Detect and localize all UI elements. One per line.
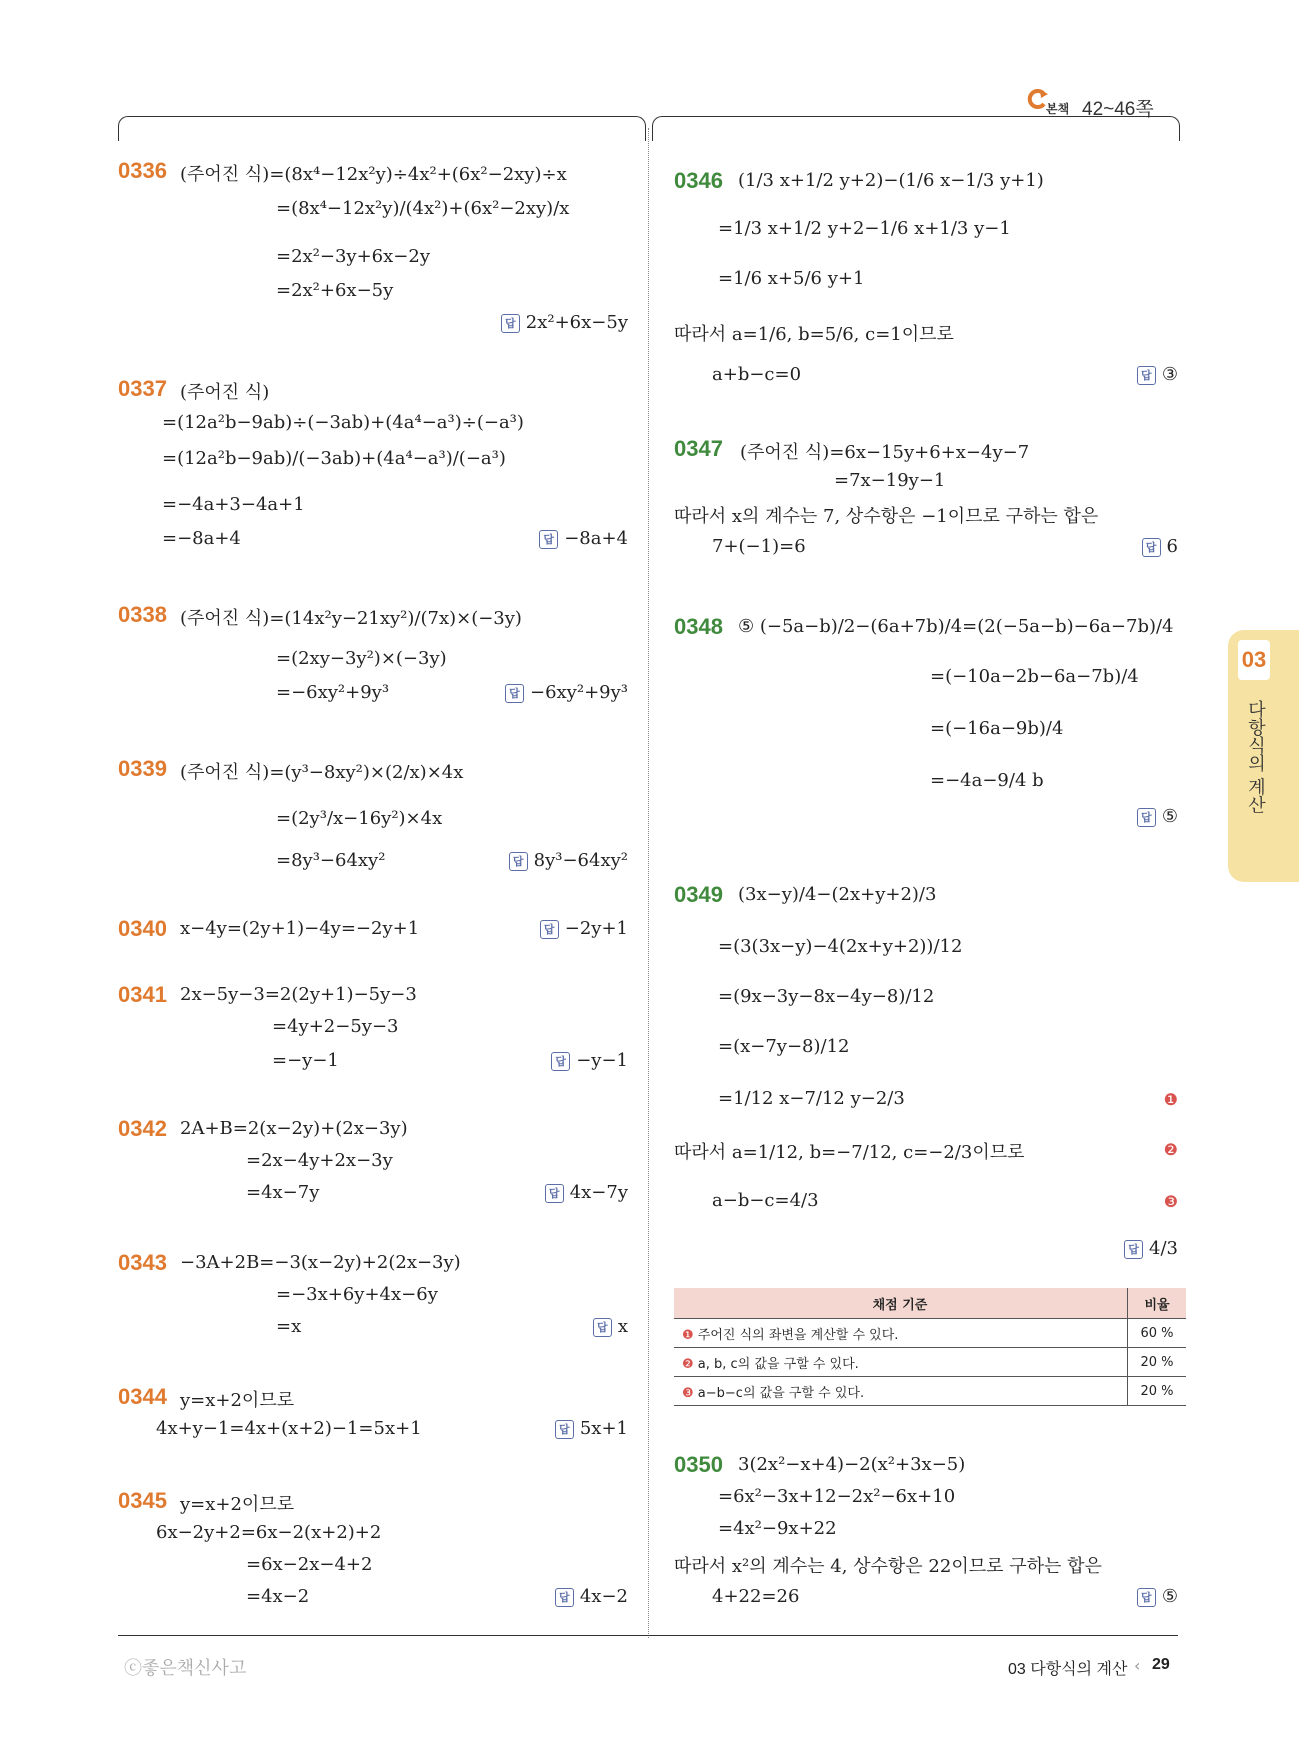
- problem-number: 0338: [118, 602, 167, 627]
- table-row: [674, 1377, 1186, 1406]
- problem-number: 0342: [118, 1116, 167, 1141]
- table-header: 비율: [1128, 1288, 1187, 1319]
- footer-publisher: ⓒ좋은책신사고: [124, 1658, 247, 1678]
- solution-line: =4x−2: [246, 1586, 310, 1607]
- table-header: 채점 기준: [674, 1288, 1128, 1319]
- answer-value: −8a+4: [564, 528, 628, 549]
- solution-line: =−y−1: [272, 1050, 339, 1071]
- solution-line: =4x−7y: [246, 1182, 320, 1203]
- answer: [555, 1418, 628, 1439]
- answer-value: ③: [1161, 364, 1178, 385]
- header-arrow-icon: [1026, 88, 1048, 110]
- step-mark-1: ❶: [1163, 1090, 1178, 1109]
- solution-line: (주어진 식)=6x−15y+6+x−4y−7: [740, 442, 1030, 463]
- solution-line: =1/3 x+1/2 y+2−1/6 x+1/3 y−1: [718, 218, 1011, 239]
- right-frame-top: [652, 116, 1180, 141]
- answer: [505, 682, 628, 703]
- answer: [593, 1316, 628, 1337]
- solution-line: =4y+2−5y−3: [272, 1016, 399, 1037]
- answer-value: ⑤: [1161, 806, 1178, 827]
- solution-line: =−6xy²+9y³: [276, 682, 390, 703]
- header-book-label: 본책: [1046, 102, 1070, 116]
- solution-line: 따라서 a=1/6, b=5/6, c=1이므로: [674, 324, 954, 345]
- column-divider: [648, 128, 649, 1638]
- solution-line: 따라서 x의 계수는 7, 상수항은 −1이므로 구하는 합은: [674, 506, 1099, 527]
- solution-line: (3x−y)/4−(2x+y+2)/3: [738, 884, 937, 905]
- solution-line: =(8x⁴−12x²y)/(4x²)+(6x²−2xy)/x: [276, 198, 570, 219]
- answer-badge-icon: 답: [545, 1184, 564, 1203]
- problem-0344: [118, 1384, 628, 1444]
- solution-line: =(3(3x−y)−4(2x+y+2))/12: [718, 936, 963, 957]
- problem-number: 0350: [674, 1452, 723, 1477]
- problem-0337: [118, 376, 628, 556]
- solution-line: =4x²−9x+22: [718, 1518, 837, 1539]
- solution-line: 4+22=26: [712, 1586, 800, 1607]
- problem-0338: [118, 602, 628, 712]
- table-row: [674, 1319, 1186, 1348]
- table-header-row: [674, 1288, 1186, 1319]
- left-frame-top: [118, 116, 646, 141]
- solution-line: =1/6 x+5/6 y+1: [718, 268, 865, 289]
- criteria-ratio: 20 %: [1128, 1348, 1187, 1377]
- answer-badge-icon: 답: [501, 314, 520, 333]
- solution-line: 따라서 a=1/12, b=−7/12, c=−2/3이므로: [674, 1142, 1025, 1163]
- answer-badge-icon: 답: [1137, 1588, 1156, 1607]
- solution-line: ⑤ (−5a−b)/2−(6a+7b)/4=(2(−5a−b)−6a−7b)/4: [738, 616, 1174, 637]
- problem-0343: [118, 1250, 628, 1340]
- answer-badge-icon: 답: [540, 920, 559, 939]
- answer-value: ⑤: [1161, 1586, 1178, 1607]
- solution-line: (주어진 식)=(14x²y−21xy²)/(7x)×(−3y): [180, 608, 522, 629]
- answer: [1137, 806, 1178, 827]
- footer-page-number: 29: [1152, 1656, 1170, 1673]
- answer-badge-icon: 답: [1137, 366, 1156, 385]
- solution-line: =2x²−3y+6x−2y: [276, 246, 430, 267]
- answer: [555, 1586, 628, 1607]
- solution-line: =x: [276, 1316, 302, 1337]
- problem-0348: [674, 614, 1178, 827]
- answer-badge-icon: 답: [551, 1052, 570, 1071]
- problem-number: 0345: [118, 1488, 167, 1513]
- solution-line: =(12a²b−9ab)÷(−3ab)+(4a⁴−a³)÷(−a³): [162, 412, 524, 433]
- solution-line: =(x−7y−8)/12: [718, 1036, 850, 1057]
- problem-number: 0341: [118, 982, 167, 1007]
- answer-badge-icon: 답: [1142, 538, 1161, 557]
- solution-line: 6x−2y+2=6x−2(x+2)+2: [156, 1522, 382, 1543]
- solution-line: =2x−4y+2x−3y: [246, 1150, 393, 1171]
- answer-value: x: [617, 1316, 628, 1337]
- answer: [551, 1050, 628, 1071]
- answer-value: −6xy²+9y³: [530, 682, 628, 703]
- answer: [1137, 364, 1178, 385]
- answer-badge-icon: 답: [1137, 808, 1156, 827]
- solution-line: (1/3 x+1/2 y+2)−(1/6 x−1/3 y+1): [738, 170, 1044, 191]
- problem-number: 0343: [118, 1250, 167, 1275]
- criteria-ratio: 20 %: [1128, 1377, 1187, 1406]
- solution-line: 4x+y−1=4x+(x+2)−1=5x+1: [156, 1418, 422, 1439]
- answer: [1137, 1586, 1178, 1607]
- solution-line: y=x+2이므로: [180, 1494, 295, 1515]
- criteria-text: a, b, c의 값을 구할 수 있다.: [697, 1356, 859, 1372]
- problem-number: 0347: [674, 436, 723, 461]
- step-mark-3: ❸: [1163, 1192, 1178, 1211]
- problem-0347: [674, 436, 1178, 556]
- answer: [1124, 1238, 1178, 1259]
- header-pages: 42~46쪽: [1082, 99, 1154, 120]
- solution-line: 2A+B=2(x−2y)+(2x−3y): [180, 1118, 408, 1139]
- criteria-mark: ❶: [682, 1327, 694, 1343]
- solution-line: =1/12 x−7/12 y−2/3: [718, 1088, 905, 1109]
- solution-line: 2x−5y−3=2(2y+1)−5y−3: [180, 984, 417, 1005]
- problem-0350: [674, 1452, 1178, 1612]
- solution-line: =(2xy−3y²)×(−3y): [276, 648, 447, 669]
- solution-line: =(12a²b−9ab)/(−3ab)+(4a⁴−a³)/(−a³): [162, 448, 506, 469]
- answer: [539, 528, 628, 549]
- answer-value: 4/3: [1149, 1238, 1178, 1259]
- chevron-left-icon: ‹: [1134, 1656, 1141, 1675]
- step-mark-2: ❷: [1163, 1140, 1178, 1159]
- answer-badge-icon: 답: [593, 1318, 612, 1337]
- solution-line: =6x−2x−4+2: [246, 1554, 373, 1575]
- criteria-text: 주어진 식의 좌변을 계산할 수 있다.: [697, 1327, 899, 1343]
- problem-0340: [118, 916, 628, 946]
- criteria-ratio: 60 %: [1128, 1319, 1187, 1348]
- solution-line: =7x−19y−1: [834, 470, 946, 491]
- problem-0345: [118, 1488, 628, 1608]
- problem-number: 0344: [118, 1384, 167, 1409]
- problem-number: 0348: [674, 614, 723, 639]
- answer: [501, 312, 628, 333]
- criteria-mark: ❸: [682, 1385, 694, 1401]
- grading-criteria-table: [674, 1288, 1186, 1406]
- answer: [545, 1182, 628, 1203]
- solution-line: y=x+2이므로: [180, 1390, 295, 1411]
- solution-line: =−3x+6y+4x−6y: [276, 1284, 438, 1305]
- problem-0342: [118, 1116, 628, 1206]
- answer-value: 4x−2: [579, 1586, 628, 1607]
- problem-number: 0349: [674, 882, 723, 907]
- answer-badge-icon: 답: [555, 1420, 574, 1439]
- problem-number: 0340: [118, 916, 167, 941]
- solution-line: 3(2x²−x+4)−2(x²+3x−5): [738, 1454, 966, 1475]
- solution-line: (주어진 식): [180, 382, 270, 403]
- answer-badge-icon: 답: [509, 852, 528, 871]
- side-tab-number: 03: [1238, 640, 1270, 680]
- criteria-text: a−b−c의 값을 구할 수 있다.: [697, 1385, 865, 1401]
- solution-line: =8y³−64xy²: [276, 850, 386, 871]
- problem-0346: [674, 168, 1178, 388]
- footer-rule: [118, 1635, 1178, 1636]
- answer-badge-icon: 답: [555, 1588, 574, 1607]
- answer: [540, 918, 628, 939]
- problem-number: 0339: [118, 756, 167, 781]
- solution-line: a−b−c=4/3: [712, 1190, 819, 1211]
- solution-line: =(9x−3y−8x−4y−8)/12: [718, 986, 935, 1007]
- solution-line: =(2y³/x−16y²)×4x: [276, 808, 443, 829]
- problem-0341: [118, 982, 628, 1072]
- solution-line: =(−16a−9b)/4: [930, 718, 1064, 739]
- answer-badge-icon: 답: [505, 684, 524, 703]
- solution-line: =2x²+6x−5y: [276, 280, 394, 301]
- solution-line: =−4a−9/4 b: [930, 770, 1044, 791]
- answer-value: −y−1: [576, 1050, 628, 1071]
- answer-value: 5x+1: [579, 1418, 628, 1439]
- answer-value: 8y³−64xy²: [533, 850, 628, 871]
- problem-number: 0336: [118, 158, 167, 183]
- solution-line: (주어진 식)=(y³−8xy²)×(2/x)×4x: [180, 762, 464, 783]
- solution-line: =−8a+4: [162, 528, 241, 549]
- answer-value: 6: [1166, 536, 1178, 557]
- criteria-mark: ❷: [682, 1356, 694, 1372]
- table-row: [674, 1348, 1186, 1377]
- answer-value: 2x²+6x−5y: [525, 312, 628, 333]
- problem-number: 0337: [118, 376, 167, 401]
- solution-line: =−4a+3−4a+1: [162, 494, 305, 515]
- problem-0339: [118, 756, 628, 876]
- answer-badge-icon: 답: [1124, 1240, 1143, 1259]
- solution-line: 따라서 x²의 계수는 4, 상수항은 22이므로 구하는 합은: [674, 1556, 1102, 1577]
- solution-line: x−4y=(2y+1)−4y=−2y+1: [180, 918, 420, 939]
- solution-line: 7+(−1)=6: [712, 536, 806, 557]
- problem-number: 0346: [674, 168, 723, 193]
- solution-line: (주어진 식)=(8x⁴−12x²y)÷4x²+(6x²−2xy)÷x: [180, 164, 567, 185]
- problem-0336: [118, 158, 628, 338]
- answer: [1142, 536, 1178, 557]
- solution-line: −3A+2B=−3(x−2y)+2(2x−3y): [180, 1252, 461, 1273]
- footer-chapter: 03 다항식의 계산: [1008, 1661, 1128, 1678]
- solution-line: =6x²−3x+12−2x²−6x+10: [718, 1486, 956, 1507]
- solution-line: =(−10a−2b−6a−7b)/4: [930, 666, 1139, 687]
- solution-line: a+b−c=0: [712, 364, 802, 385]
- side-tab-title: 다항식의 계산: [1245, 700, 1266, 814]
- answer: [509, 850, 628, 871]
- problem-0349: [674, 882, 1178, 1272]
- answer-value: 4x−7y: [569, 1182, 628, 1203]
- answer-value: −2y+1: [564, 918, 628, 939]
- answer-badge-icon: 답: [539, 530, 558, 549]
